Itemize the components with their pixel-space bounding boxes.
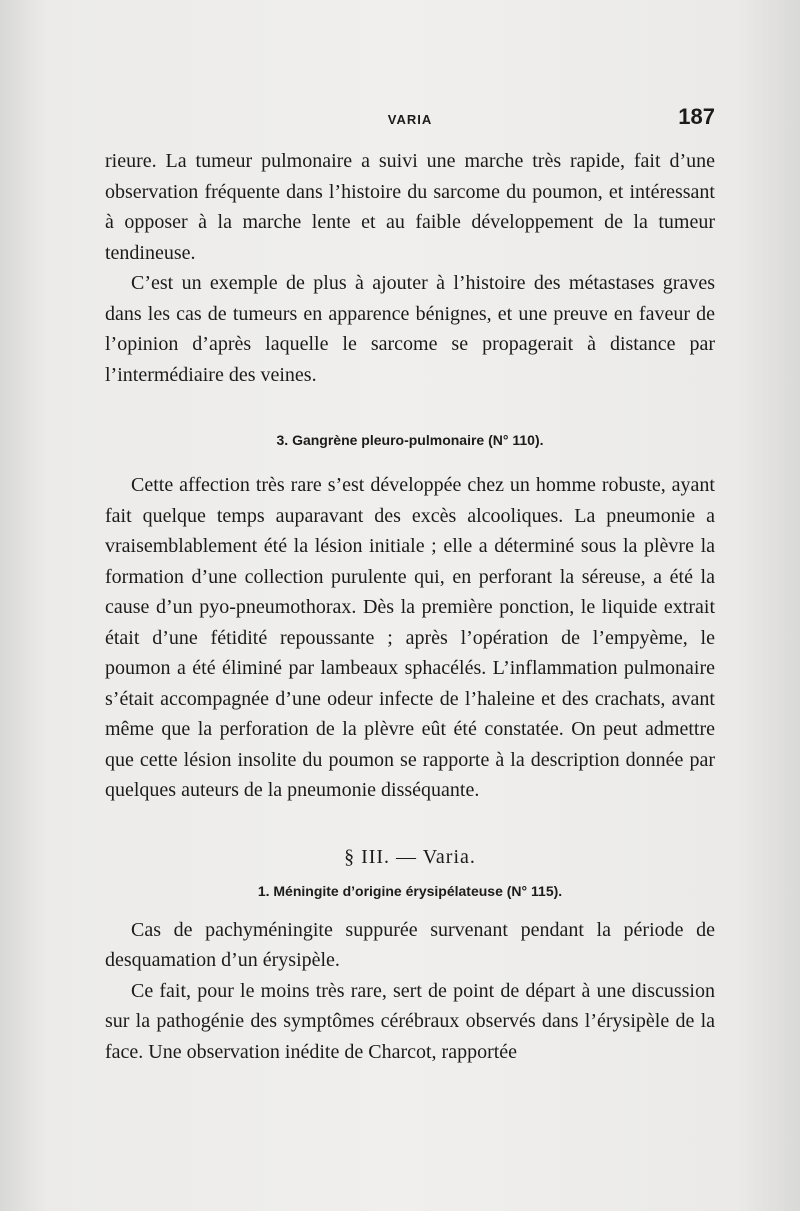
subheading-meningitis: 1. Méningite d’origine érysipélateuse (N° 115). (257, 882, 563, 899)
running-title: VARIA (387, 112, 433, 127)
paragraph-pachymeningitis: Cas de pachyméningite suppurée survenant pendant la période de desquamation d’un érysipèle. (105, 918, 715, 971)
subheading-gangrene: 3. Gangrène pleuro-pulmonaire (N° 110). (276, 432, 544, 448)
section-heading-varia: § III. — Varia. (344, 845, 476, 868)
body-text (105, 146, 715, 1067)
paragraph-metastases: C’est un exemple de plus à ajouter à l’histoire des métastases graves dans les cas de tumeurs en apparence bénignes, et une preuve en faveur de l’opinion d’après laquelle le sarcome se propagerait à distance par l’intermédiaire des veines. (105, 272, 715, 386)
running-head (105, 104, 715, 134)
paragraph-gangrene: Cette affection très rare s’est développée chez un homme robuste, ayant fait quelque temps auparavant des excès alcooliques. La pneumonie a vraisemblablement été la lésion initiale ; elle a déterminé sous la plèvre la formation d’une collection purulente qui, en perforant la séreuse, a été la cause d’un pyo-pneumothorax. Dès la première ponction, le liquide extrait était d’une fétidité repoussante ; après l’opération de l’empyème, le poumon a été éliminé par lambeaux sphacélés. L’inflammation pulmonaire s’était accompagnée d’une odeur infecte de l’haleine et des crachats, avant même que la perforation de la plèvre eût été constatée. On peut admettre que cette lésion insolite du poumon se rapporte à la description donnée par quelques auteurs de la pneumonie disséquante. (105, 474, 715, 801)
page-number: 187 (678, 104, 715, 129)
paragraph-continuation: rieure. La tumeur pulmonaire a suivi une marche très rapide, fait d’une observation fréquente dans l’histoire du sarcome du poumon, et intéressant à opposer à la marche lente et au faible développement de la tumeur tendineuse. (105, 150, 715, 264)
paragraph-pathogenesis: Ce fait, pour le moins très rare, sert de point de départ à une discussion sur la pathogénie des symptômes cérébraux observés dans l’érysipèle de la face. Une observation inédite de Charcot, rapportée (105, 979, 715, 1063)
